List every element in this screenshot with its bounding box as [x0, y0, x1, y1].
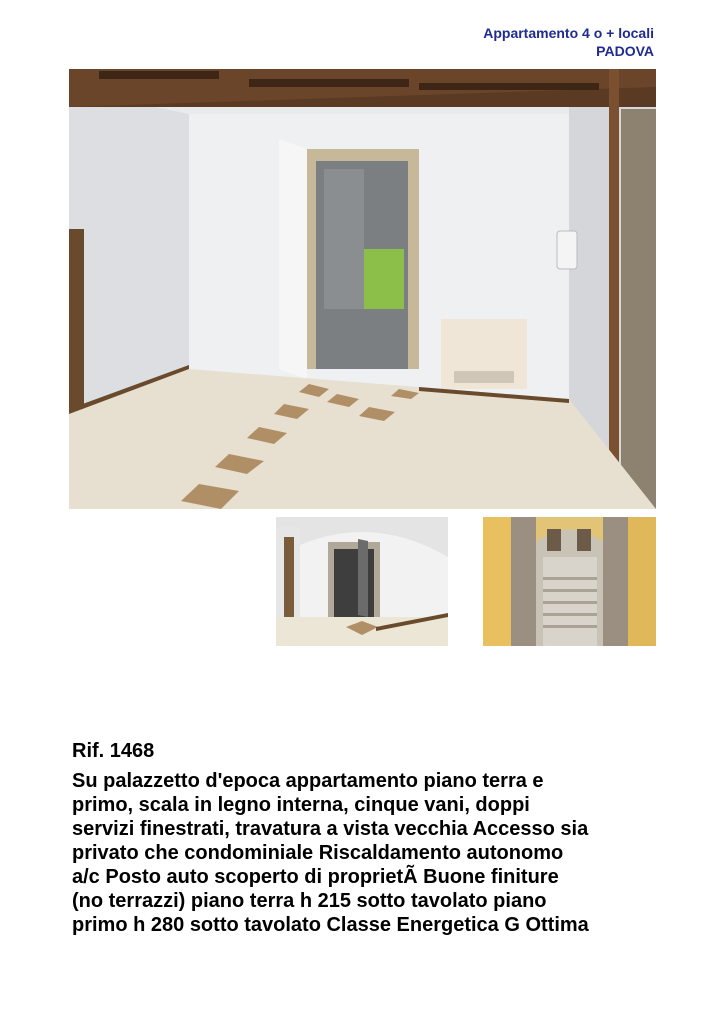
property-type: Appartamento 4 o + locali: [483, 25, 654, 41]
thumbnail-staircase: [483, 517, 656, 646]
main-photo-living-room: [69, 69, 656, 509]
thumbnail-vaulted-room: [276, 517, 448, 646]
listing-description: Su palazzetto d'epoca appartamento piano terra e primo, scala in legno interna, cinque vani, doppi servizi finestrati, travatura a vista vecchia Accesso sia privato che condominiale Riscaldamento autonomo a/c Posto auto scoperto di proprietÃ Buone finiture (no terrazzi) piano terra h 215 sotto tavolato piano primo h 280 sotto tavolato Classe Energetica G Ottima: [72, 770, 589, 936]
header: [483, 24, 654, 60]
city-name: PADOVA: [596, 43, 654, 59]
listing-reference: Rif. 1468: [72, 740, 155, 762]
